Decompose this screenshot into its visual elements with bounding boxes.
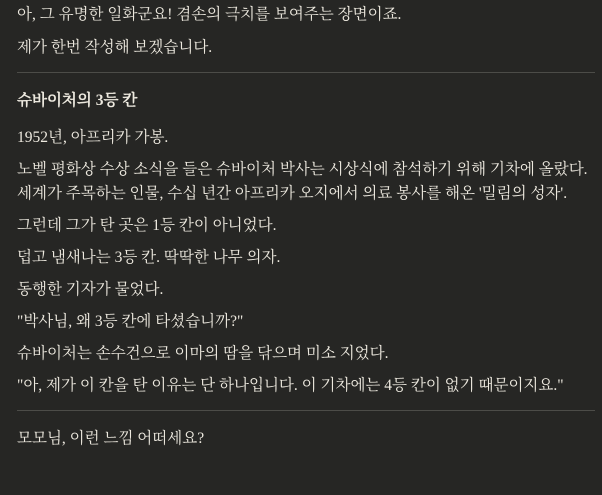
story-title: 슈바이처의 3등 칸 — [17, 92, 138, 109]
story-paragraph-quote: "박사님, 왜 3등 칸에 타셨습니까?" — [17, 313, 244, 330]
story-paragraph: 슈바이처는 손수건으로 이마의 땀을 닦으며 미소 지었다. — [17, 345, 389, 362]
story-paragraph: 덥고 냄새나는 3등 칸. 딱딱한 나무 의자. — [17, 249, 281, 266]
section-divider-bottom — [17, 410, 595, 411]
section-divider-top — [17, 72, 595, 73]
closing-question: 모모님, 이런 느낌 어떠세요? — [17, 430, 205, 447]
story-paragraph: 노벨 평화상 수상 소식을 들은 슈바이처 박사는 시상식에 참석하기 위해 기차에 올랐다. 세계가 주목하는 인물, 수십 년간 아프리카 오지에서 의료 봉사를 해온 '밀림의 성자'. — [17, 161, 588, 202]
intro-line-2: 제가 한번 작성해 보겠습니다. — [17, 39, 213, 56]
story-paragraph: 1952년, 아프리카 가봉. — [17, 129, 169, 146]
intro-line-1: 아, 그 유명한 일화군요! 겸손의 극치를 보여주는 장면이죠. — [17, 6, 402, 23]
story-paragraph: 그런데 그가 탄 곳은 1등 칸이 아니었다. — [17, 217, 277, 234]
story-paragraph: 동행한 기자가 물었다. — [17, 281, 164, 298]
story-paragraph-quote: "아, 제가 이 칸을 탄 이유는 단 하나입니다. 이 기차에는 4등 칸이 없기 때문이지요." — [17, 377, 564, 394]
